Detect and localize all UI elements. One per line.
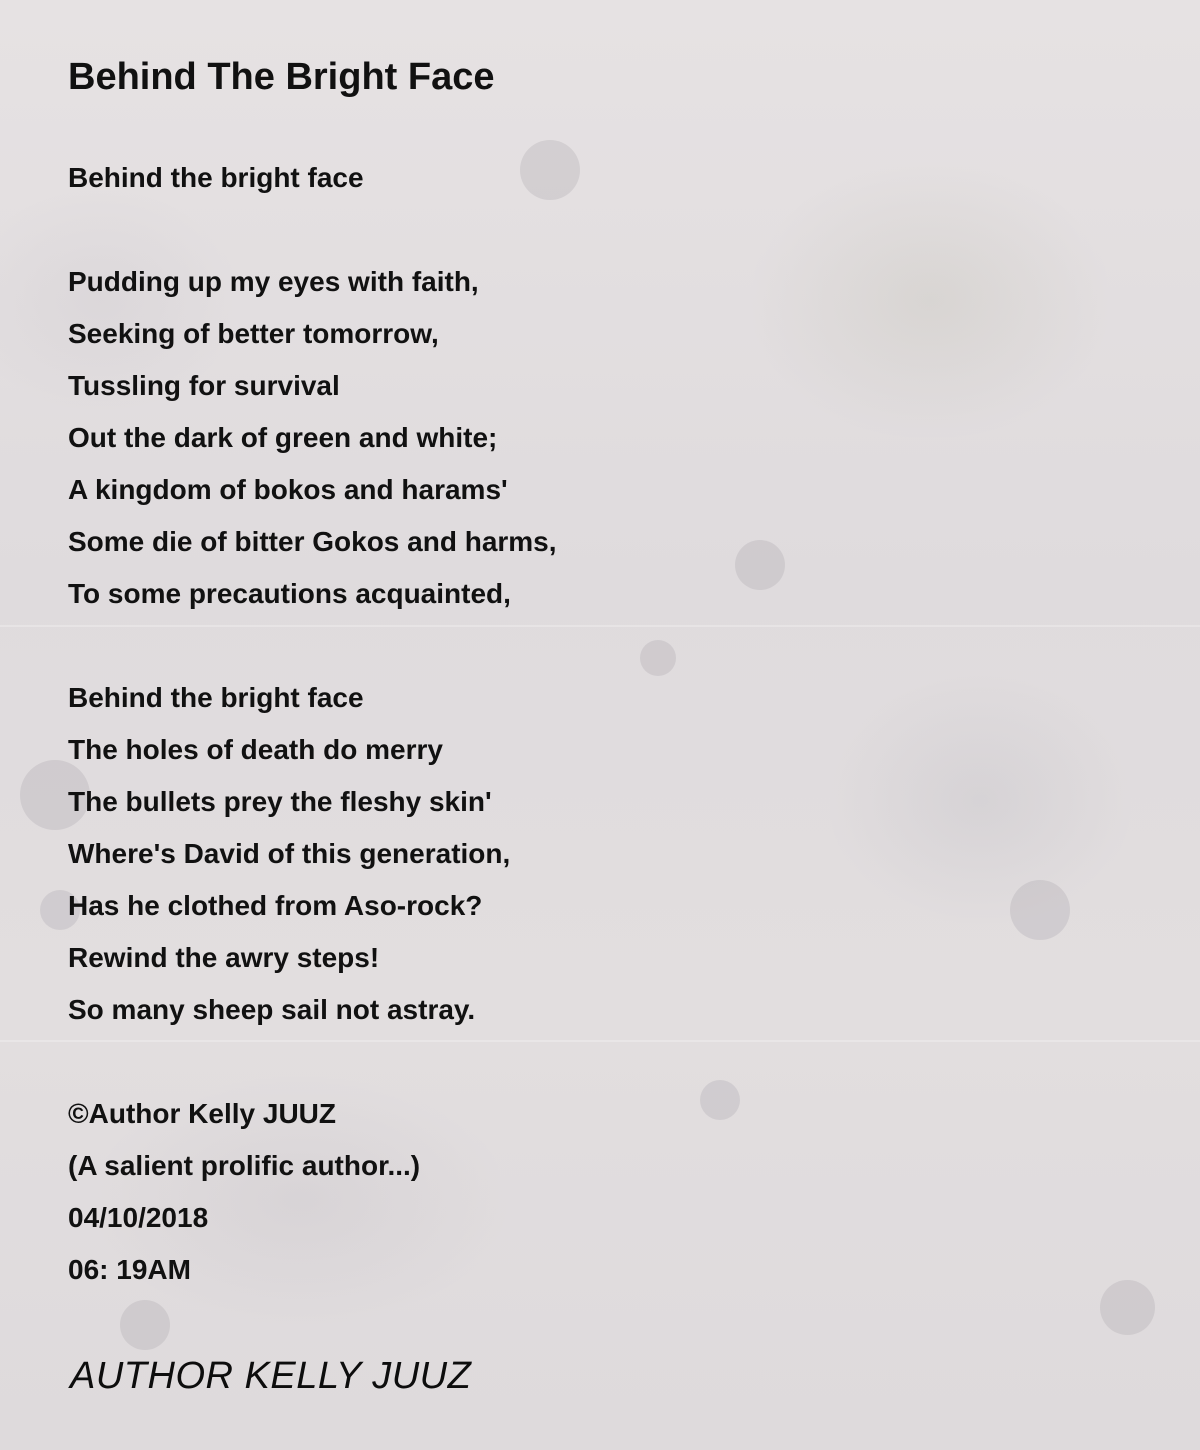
stanza-2 bbox=[68, 256, 1148, 620]
poem-line: To some precautions acquainted, bbox=[68, 578, 511, 609]
poem-line: A kingdom of bokos and harams' bbox=[68, 474, 508, 505]
poem-line: Where's David of this generation, bbox=[68, 838, 511, 869]
poem-line: Rewind the awry steps! bbox=[68, 942, 380, 973]
poem-line: Tussling for survival bbox=[68, 370, 340, 401]
poem-line: Behind the bright face bbox=[68, 162, 364, 193]
poem-container bbox=[68, 52, 1148, 1348]
poem-line: Behind the bright face bbox=[68, 682, 364, 713]
poem-line: So many sheep sail not astray. bbox=[68, 994, 476, 1025]
stanza-1 bbox=[68, 152, 1148, 204]
poem-line: The bullets prey the fleshy skin' bbox=[68, 786, 492, 817]
author-signature: AUTHOR KELLY JUUZ bbox=[70, 1355, 472, 1397]
poem-line: Pudding up my eyes with faith, bbox=[68, 266, 479, 297]
poem-date: 04/10/2018 bbox=[68, 1202, 209, 1233]
poem-title: Behind The Bright Face bbox=[68, 56, 495, 98]
copyright-line: ©Author Kelly JUUZ bbox=[68, 1098, 336, 1129]
poem-line: Seeking of better tomorrow, bbox=[68, 318, 439, 349]
poem-line: Some die of bitter Gokos and harms, bbox=[68, 526, 557, 557]
poem-line: The holes of death do merry bbox=[68, 734, 443, 765]
poem-line: Out the dark of green and white; bbox=[68, 422, 498, 453]
stanza-3 bbox=[68, 672, 1148, 1036]
credits-block bbox=[68, 1088, 1148, 1296]
poem-line: Has he clothed from Aso-rock? bbox=[68, 890, 483, 921]
author-tagline: (A salient prolific author...) bbox=[68, 1150, 421, 1181]
poem-time: 06: 19AM bbox=[68, 1254, 191, 1285]
poem-body bbox=[68, 152, 1148, 1296]
